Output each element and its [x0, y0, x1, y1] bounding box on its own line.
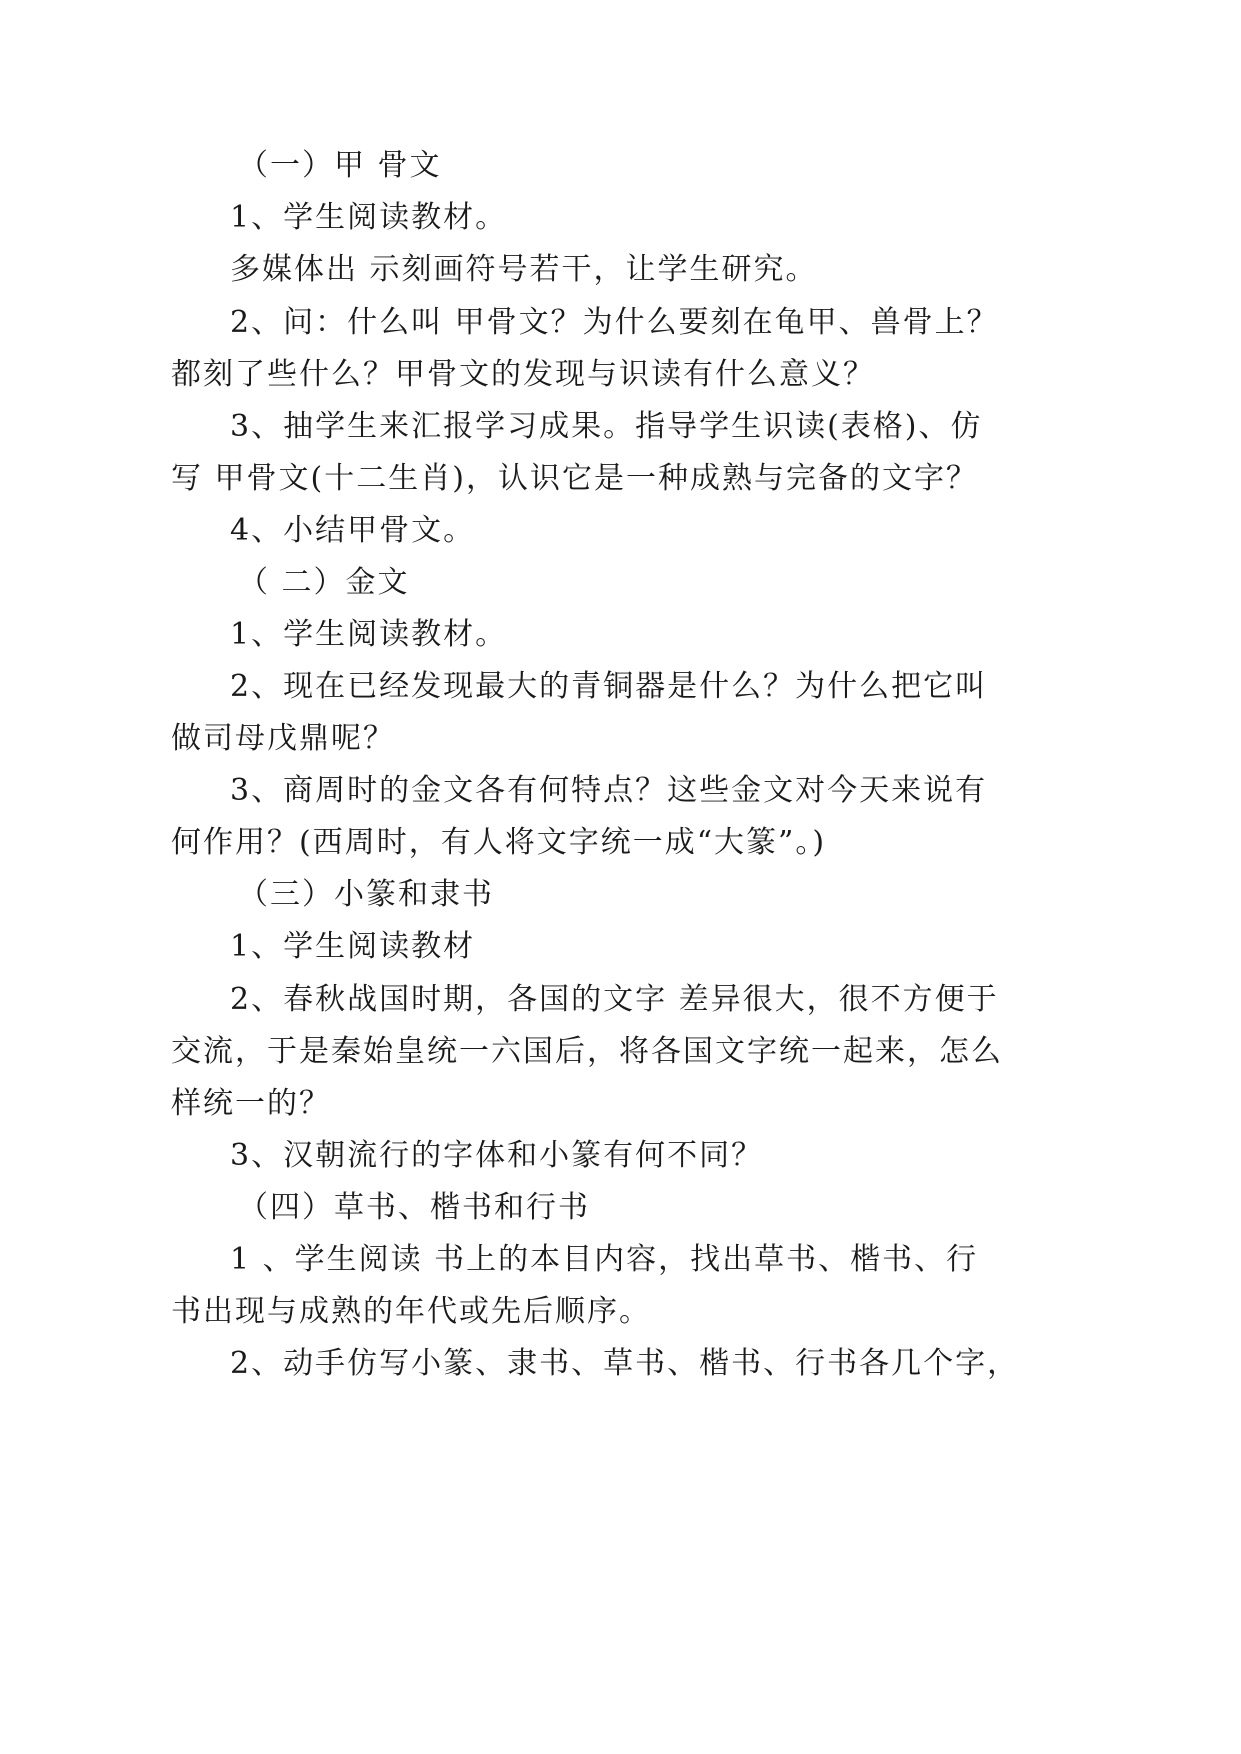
section-heading-bronze-inscriptions: （ 二）金文 [238, 565, 410, 600]
paragraph-line: 书出现与成熟的年代或先后顺序。 [171, 1294, 651, 1329]
paragraph-line: 3、抽学生来汇报学习成果。指导学生识读(表格)、仿 [230, 409, 983, 444]
paragraph-line: 2、现在已经发现最大的青铜器是什么？为什么把它叫 [230, 669, 988, 704]
paragraph-line: 2、春秋战国时期，各国的文字 差异很大，很不方便于 [230, 982, 999, 1017]
paragraph-line: 1、学生阅读教材。 [230, 617, 508, 652]
paragraph-line: 多媒体出 示刻画符号若干，让学生研究。 [230, 252, 818, 287]
paragraph-line: 3、商周时的金文各有何特点？这些金文对今天来说有 [230, 773, 988, 808]
paragraph-line: 3、汉朝流行的字体和小篆有何不同？ [230, 1138, 764, 1173]
section-heading-oracle-bone: （一）甲 骨文 [238, 148, 442, 183]
paragraph-line: 4、小结甲骨文。 [230, 513, 476, 548]
paragraph-line: 1 、学生阅读 书上的本目内容，找出草书、楷书、行 [230, 1242, 979, 1277]
paragraph-line: 1、学生阅读教材 [230, 929, 476, 964]
paragraph-line: 交流，于是秦始皇统一六国后，将各国文字统一起来，怎么 [171, 1034, 1003, 1069]
paragraph-line: 何作用？(西周时，有人将文字统一成“大篆”。) [171, 825, 827, 860]
paragraph-line: 2、问：什么叫 甲骨文？为什么要刻在龟甲、兽骨上？ [230, 305, 999, 340]
paragraph-line: 做司母戊鼎呢？ [171, 721, 395, 756]
paragraph-line: 写 甲骨文(十二生肖)，认识它是一种成熟与完备的文字？ [171, 461, 978, 496]
section-heading-seal-and-clerical: （三）小篆和隶书 [238, 877, 494, 912]
paragraph-line: 2、动手仿写小篆、隶书、草书、楷书、行书各几个字， [230, 1346, 1020, 1381]
section-heading-cursive-regular-running: （四）草书、楷书和行书 [238, 1190, 590, 1225]
paragraph-line: 1、学生阅读教材。 [230, 200, 508, 235]
paragraph-line: 都刻了些什么？甲骨文的发现与识读有什么意义？ [171, 357, 875, 392]
paragraph-line: 样统一的？ [171, 1086, 331, 1121]
